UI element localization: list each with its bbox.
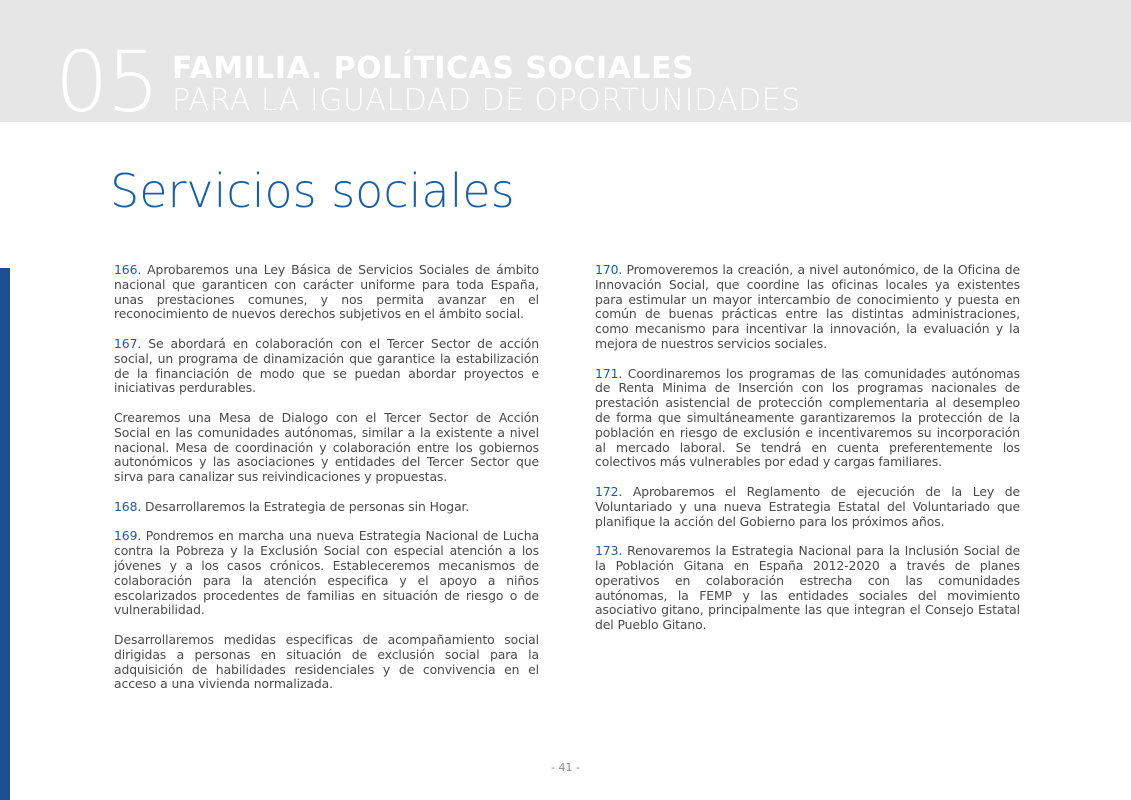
paragraph (595, 367, 1020, 471)
paragraph-text: Aprobaremos el Reglamento de ejecución de la Ley de Voluntariado y una nueva Estrategia Estatal del Voluntariado que planifique la acción del Gobierno para los próximos años. (595, 483, 1020, 529)
paragraph-text: Promoveremos la creación, a nivel autonómico, de la Oficina de Innovación Social, que coordine las oficinas locales ya existentes para estimular un mayor intercambio de conocimiento y puesta en común de buenas prácticas entre las distintas administraciones, como mecanismo para incentivar la innovación, la evaluación y la mejora de nuestros servicios sociales. (595, 262, 1020, 351)
paragraph (114, 633, 539, 692)
chapter-title: FAMILIA. POLÍTICAS SOCIALES (172, 51, 695, 86)
chapter-number: 05 (55, 33, 158, 131)
page-number: - 41 - (551, 761, 580, 774)
item-number: 168. (114, 498, 142, 514)
item-number: 169. (114, 528, 142, 544)
item-number: 167. (114, 335, 142, 351)
item-number: 173. (595, 543, 623, 559)
left-column (114, 263, 539, 707)
paragraph-text: Pondremos en marcha una nueva Estrategia Nacional de Lucha contra la Pobreza y la Exclusión Social con especial atención a los jóvenes y a los casos crónicos. Estableceremos mecanismos de colaboración para la atención especifica y el apoyo a niños escolarizados procedentes de familias en situación de riesgo o de vulnerabilidad. (114, 528, 539, 618)
paragraph (114, 337, 539, 396)
paragraph (114, 500, 539, 515)
paragraph-text: Aprobaremos una Ley Básica de Servicios Sociales de ámbito nacional que garanticen con carácter uniforme para toda España, unas prestaciones comunes, y nos permita avanzar en el reconocimiento de nuevos derechos subjetivos en el ámbito social. (114, 262, 539, 322)
item-number: 170. (595, 262, 623, 277)
paragraph-text: Crearemos una Mesa de Dialogo con el Tercer Sector de Acción Social en las comunidades autónomas, similar a la existente a nivel nacional. Mesa de coordinación y colaboración entre los gobiernos autonómicos y las asociaciones y entidades del Tercer Sector que sirva para canalizar sus reivindicaciones y propuestas. (114, 409, 539, 485)
right-column (595, 263, 1020, 648)
paragraph-text: Desarrollaremos la Estrategia de personas sin Hogar. (141, 498, 470, 514)
paragraph-text: Coordinaremos los programas de las comunidades autónomas de Renta Minima de Inserción con los programas nacionales de prestación asistencial de protección complementaria al desempleo de forma que simultáneamente garantizaremos la protección de la población en riesgo de exclusión e incentivaremos su incorporación al mercado laboral. Se tendrá en cuenta preferentemente los colectivos más vulnerables por edad y cargas familiares. (595, 365, 1020, 470)
item-number: 172. (595, 483, 623, 499)
paragraph (595, 544, 1020, 633)
header-band (0, 0, 1131, 131)
section-title: Servicios sociales (110, 164, 515, 218)
left-accent-bar (0, 268, 10, 800)
paragraph (114, 411, 539, 485)
paragraph-text: Se abordará en colaboración con el Tercer Sector de acción social, un programa de dinamización que garantice la estabilización de la financiación de modo que se puedan abordar proyectos e iniciativas perdurables. (114, 335, 539, 396)
paragraph (114, 263, 539, 322)
item-number: 171. (595, 365, 623, 381)
paragraph-text: Renovaremos la Estrategia Nacional para la Inclusión Social de la Población Gitana en España 2012-2020 a través de planes operativos en colaboración estrecha con las comunidades autónomas, la FEMP y las entidades sociales del movimiento asociativo gitano, principalmente las que integran el Consejo Estatal del Pueblo Gitano. (595, 543, 1020, 633)
paragraph-text: Desarrollaremos medidas especificas de acompañamiento social dirigidas a personas en situación de exclusión social para la adquisición de habilidades residenciales y de convivencia en el acceso a una vivienda normalizada. (114, 631, 539, 692)
paragraph (595, 485, 1020, 529)
paragraph (114, 529, 539, 618)
item-number: 166. (114, 262, 142, 277)
paragraph (595, 263, 1020, 352)
chapter-subtitle: PARA LA IGUALDAD DE OPORTUNIDADES (172, 83, 801, 118)
